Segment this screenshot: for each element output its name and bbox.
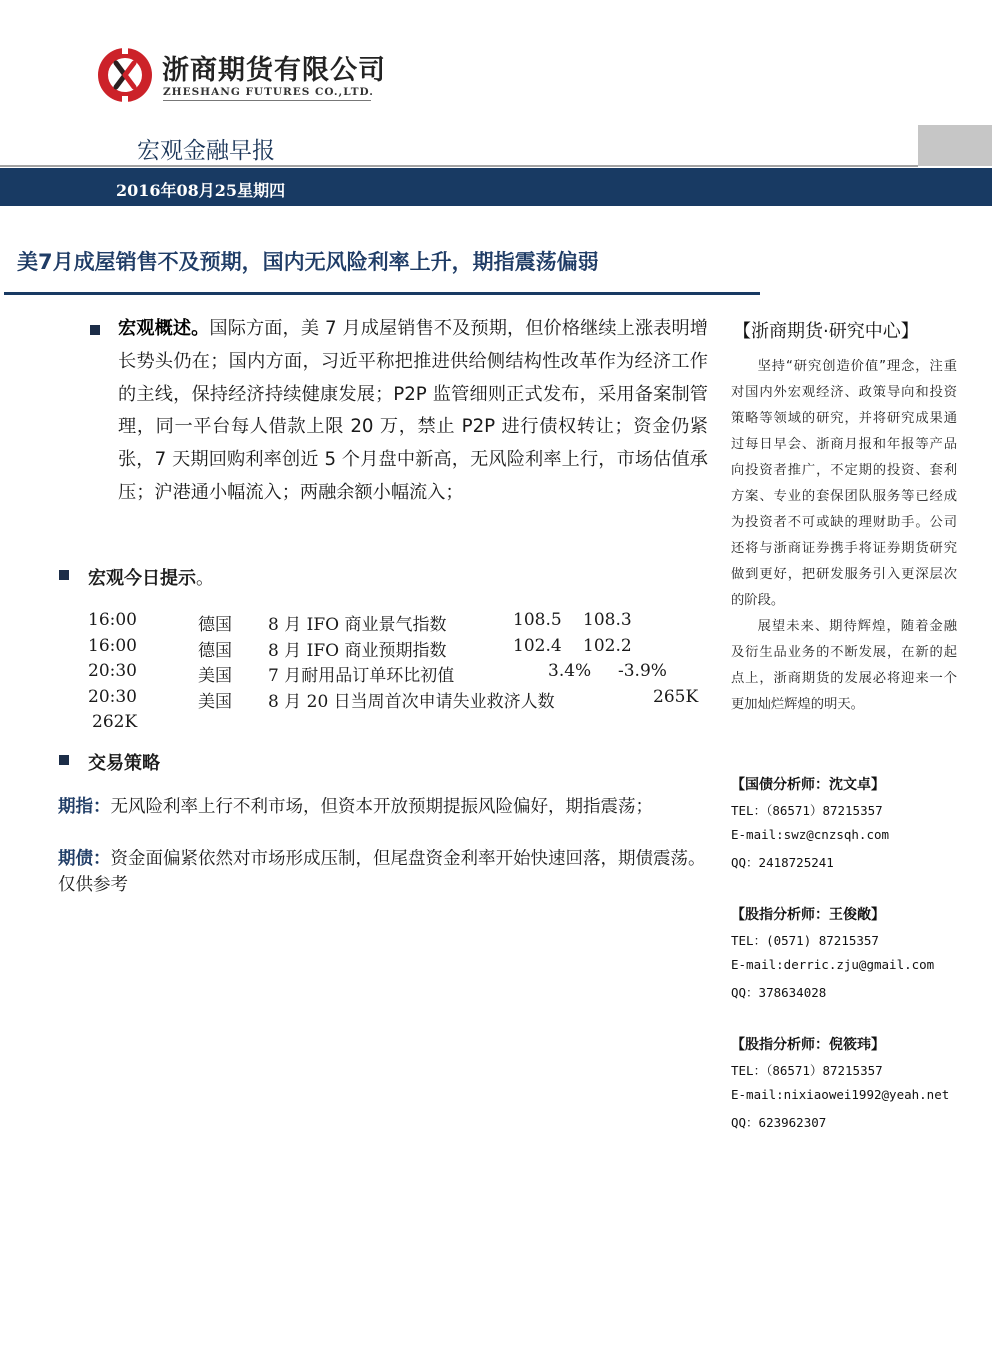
analyst-tel: TEL：（86571）87215357 xyxy=(731,803,883,818)
bullet-icon xyxy=(90,325,100,335)
calendar-event: 7 月耐用品订单环比初值 xyxy=(268,666,455,686)
calendar-country: 德国 xyxy=(198,641,232,661)
calendar-time: 20:30 xyxy=(88,687,137,707)
logo-underline xyxy=(163,100,371,101)
calendar-forecast: 108.3 xyxy=(583,610,632,630)
company-name-en: ZHESHANG FUTURES CO.,LTD. xyxy=(163,86,374,98)
header-divider xyxy=(0,165,918,167)
overview-label: 宏观概述。 xyxy=(118,318,210,339)
analyst-email[interactable]: E-mail:swz@cnzsqh.com xyxy=(731,827,890,842)
sidebar-title: 【浙商期货·研究中心】 xyxy=(733,321,919,342)
calendar-event: 8 月 IFO 商业预期指数 xyxy=(268,641,447,661)
analyst-qq: QQ：378634028 xyxy=(731,985,827,1000)
calendar-section-title xyxy=(88,564,214,590)
calendar-time: 16:00 xyxy=(88,636,137,656)
calendar-time: 16:00 xyxy=(88,610,137,630)
calendar-prior: 102.4 xyxy=(513,636,562,656)
bullet-icon xyxy=(59,755,69,765)
calendar-prior: 3.4% xyxy=(548,661,592,681)
calendar-time: 20:30 xyxy=(88,661,137,681)
strategy-text: 无风险利率上行不利市场，但资本开放预期提振风险偏好，期指震荡； xyxy=(110,797,653,817)
strategy-label: 期指： xyxy=(58,797,111,817)
analyst-qq: QQ：623962307 xyxy=(731,1115,827,1130)
calendar-prior: 265K xyxy=(653,687,699,707)
sidebar-paragraph: 展望未来、期待辉煌，随着金融及衍生品业务的不断发展，在新的起点上，浙商期货的发展必将迎来一个更加灿烂辉煌的明天。 xyxy=(731,619,957,712)
analyst-tel: TEL：（86571）87215357 xyxy=(731,1063,883,1078)
analyst-title: 【国债分析师：沈文卓】 xyxy=(731,777,885,793)
strategy-item-bond-futures xyxy=(58,846,710,898)
bullet-icon xyxy=(59,570,69,580)
header-corner-block xyxy=(918,125,992,166)
calendar-country: 美国 xyxy=(198,692,232,712)
analyst-email[interactable]: E-mail:derric.zju@gmail.com xyxy=(731,957,935,972)
overview-text: 国际方面，美 7 月成屋销售不及预期，但价格继续上涨表明增长势头仍在；国内方面，习近平称把推进供给侧结构性改革作为经济工作的主线，保持经济持续健康发展；P2P 监管细则正式发布，采用备案制管理，同一平台每人借款上限 20 万，禁止 P2P 进行债权转让；资金仍紧张，7 天期回购利率创近 5 个月盘中新高，无风险利率上行，市场估值承压；沪港通小幅流入；两融余额小幅流入； xyxy=(118,318,708,503)
calendar-prior: 108.5 xyxy=(513,610,562,630)
analyst-qq: QQ：2418725241 xyxy=(731,855,834,870)
macro-overview xyxy=(118,313,708,510)
calendar-country: 美国 xyxy=(198,666,232,686)
analyst-tel: TEL：(0571) 87215357 xyxy=(731,933,879,948)
calendar-title-suffix: 。 xyxy=(196,568,214,589)
calendar-country: 德国 xyxy=(198,615,232,635)
strategy-text: 资金面偏紧依然对市场形成压制，但尾盘资金利率开始快速回落，期债震荡。仅供参考 xyxy=(58,849,706,895)
strategy-label: 期债： xyxy=(58,849,111,869)
calendar-forecast: -3.9% xyxy=(618,661,667,681)
calendar-forecast: 102.2 xyxy=(583,636,632,656)
strategy-section-title: 交易策略 xyxy=(88,753,160,774)
calendar-forecast: 262K xyxy=(92,712,138,732)
analyst-title: 【股指分析师：王俊敞】 xyxy=(731,907,885,923)
analyst-email[interactable]: E-mail:nixiaowei1992@yeah.net xyxy=(731,1087,950,1102)
calendar-title: 宏观今日提示 xyxy=(88,568,196,589)
report-date: 2016年08月25星期四 xyxy=(116,181,286,200)
report-headline: 美7月成屋销售不及预期，国内无风险利率上升，期指震荡偏弱 xyxy=(17,250,599,274)
report-type-title: 宏观金融早报 xyxy=(137,138,275,164)
sidebar-paragraph: 坚持“研究创造价值”理念，注重对国内外宏观经济、政策导向和投资策略等领域的研究，并将研究成果通过每日早会、浙商月报和年报等产品向投资者推广，不定期的投资、套利方案、专业的套保团队服务等已经成为投资者不可或缺的理财助手。公司还将与浙商证券携手将证券期货研究做到更好，把研发服务引入更深层次的阶段。 xyxy=(731,359,957,608)
calendar-event: 8 月 20 日当周首次申请失业救济人数 xyxy=(268,692,555,712)
company-logo-mark xyxy=(96,46,154,104)
headline-divider xyxy=(4,292,760,295)
strategy-item-index-futures xyxy=(58,794,710,820)
calendar-event: 8 月 IFO 商业景气指数 xyxy=(268,615,447,635)
analyst-title: 【股指分析师：倪筱玮】 xyxy=(731,1037,885,1053)
company-name-cn: 浙商期货有限公司 xyxy=(162,55,386,86)
